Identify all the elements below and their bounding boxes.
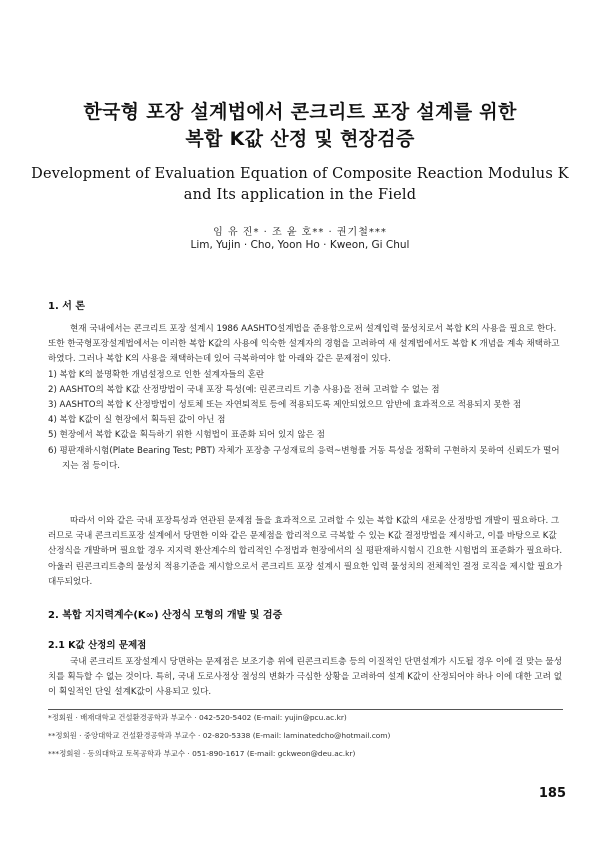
english-title-line-2: and Its application in the Field — [183, 187, 417, 203]
intro-paragraph: 현재 국내에서는 콘크리트 포장 설계시 1986 AASHTO설계법을 준용함으로써 설계입력 물성치로서 복합 K의 사용을 필요로 한다. 또한 한국형포장설계법에서는 이러한 복합 K값의 사용에 익숙한 설계자의 경험을 고려하여 새 설계법에서도 복합 K 개념을 계속 채택하고 하였다. 그러나 복합 K의 사용을 채택하는데 있어 극복하여야 할 아래와 같은 문제점이 있다. — [48, 324, 560, 365]
page-number: 185 — [538, 786, 566, 801]
korean-title-line-1: 한국형 포장 설계법에서 콘크리트 포장 설계를 위한 — [83, 101, 517, 123]
english-title-line-1: Development of Evaluation Equation of Composite Reaction Modulus K — [31, 166, 569, 182]
section-2-heading: 2. 복합 지지력계수(K∞) 산정식 모형의 개발 및 검증 — [48, 610, 283, 621]
problem-item-5: 5) 현장에서 복합 K값을 획득하기 위한 시험법이 표준화 되어 있지 않은 점 — [48, 430, 325, 441]
authors-english: Lim, Yujin · Cho, Yoon Ho · Kweon, Gi Chul — [190, 239, 410, 251]
intro-paragraph-2-text: 따라서 이와 같은 국내 포장특성과 연관된 문제점 들을 효과적으로 고려할 수 있는 복합 K값의 새로운 산정방법 개발이 필요하다. 그러므로 국내 콘크리트포장 설계에서 당면한 이와 같은 문제점을 합리적으로 극복할 수 있는 K값 결정방법을 제시하고, 이를 바탕으로 K값 산정식을 개발하며 필요할 경우 지지력 환산계수의 합리적인 수정법과 현장에서의 실 평판재하시험시 긴요한 시험법의 표준화가 필요하다. 아울러 린콘크리트층의 물성치 적용기준을 제시함으로서 콘크리트 포장 설계시 필요한 입력 물성치의 전체적인 결정 로직을 제시할 필요가 대두되었다. — [48, 516, 563, 587]
footnote-author-2: **정회원 · 중앙대학교 건설환경공학과 부교수 · 02-820-5338 (E-mail: laminatedcho@hotmail.com) — [48, 731, 391, 740]
section-2-1-body — [48, 655, 564, 701]
problem-item-1: 1) 복합 K의 불명확한 개념설정으로 인한 설계자들의 혼란 — [48, 369, 265, 380]
problem-item-6: 6) 평판재하시험(Plate Bearing Test; PBT) 자체가 포장층 구성재료의 응력~변형률 거동 특성을 정확히 구현하지 못하여 신뢰도가 떨어지는 점 등이다. — [48, 445, 560, 471]
problem-item-3: 3) AASHTO의 복합 K 산정방법이 성토체 또는 자연퇴적토 등에 적용되도록 제안되었으므 암반에 효과적으로 적용되지 못한 점 — [48, 400, 522, 411]
problem-item-2: 2) AASHTO의 복합 K값 산정방법이 국내 포장 특성(예: 린콘크리트 기층 사용)을 전혀 고려할 수 없는 점 — [48, 384, 440, 395]
footnote-author-3: ***정회원 · 동의대학교 토목공학과 부교수 · 051-890-1617 (E-mail: gckweon@deu.ac.kr) — [48, 749, 356, 758]
footnote-author-1: *정회원 · 배재대학교 건설환경공학과 부교수 · 042-520-5402 (E-mail: yujin@pcu.ac.kr) — [48, 713, 347, 722]
introduction-paragraph-2 — [48, 514, 564, 590]
section-1-heading: 1. 서 론 — [48, 301, 86, 312]
footnote-divider — [48, 709, 563, 710]
authors-korean: 임 유 진* · 조 윤 호** · 권기철*** — [213, 227, 387, 238]
korean-title-line-2: 복합 K값 산정 및 현장검증 — [185, 128, 415, 150]
introduction-body — [48, 322, 564, 474]
section-2-1-paragraph: 국내 콘크리트 포장설계시 당면하는 문제점은 보조기층 위에 린콘크리트층 등의 이질적인 단면설계가 시도될 경우 이에 걸 맞는 물성치를 획득할 수 없는 것이다. 특히, 국내 도로사정상 절성의 변화가 극심한 상황을 고려하여 설계 K값이 산정되어야 하나 이에 대한 고려 없이 획일적인 단일 설계K값이 사용되고 있다. — [48, 657, 563, 698]
section-2-1-heading: 2.1 K값 산정의 문제점 — [48, 640, 147, 651]
problem-item-4: 4) 복합 K값이 실 현장에서 획득된 값이 아닌 점 — [48, 415, 226, 426]
